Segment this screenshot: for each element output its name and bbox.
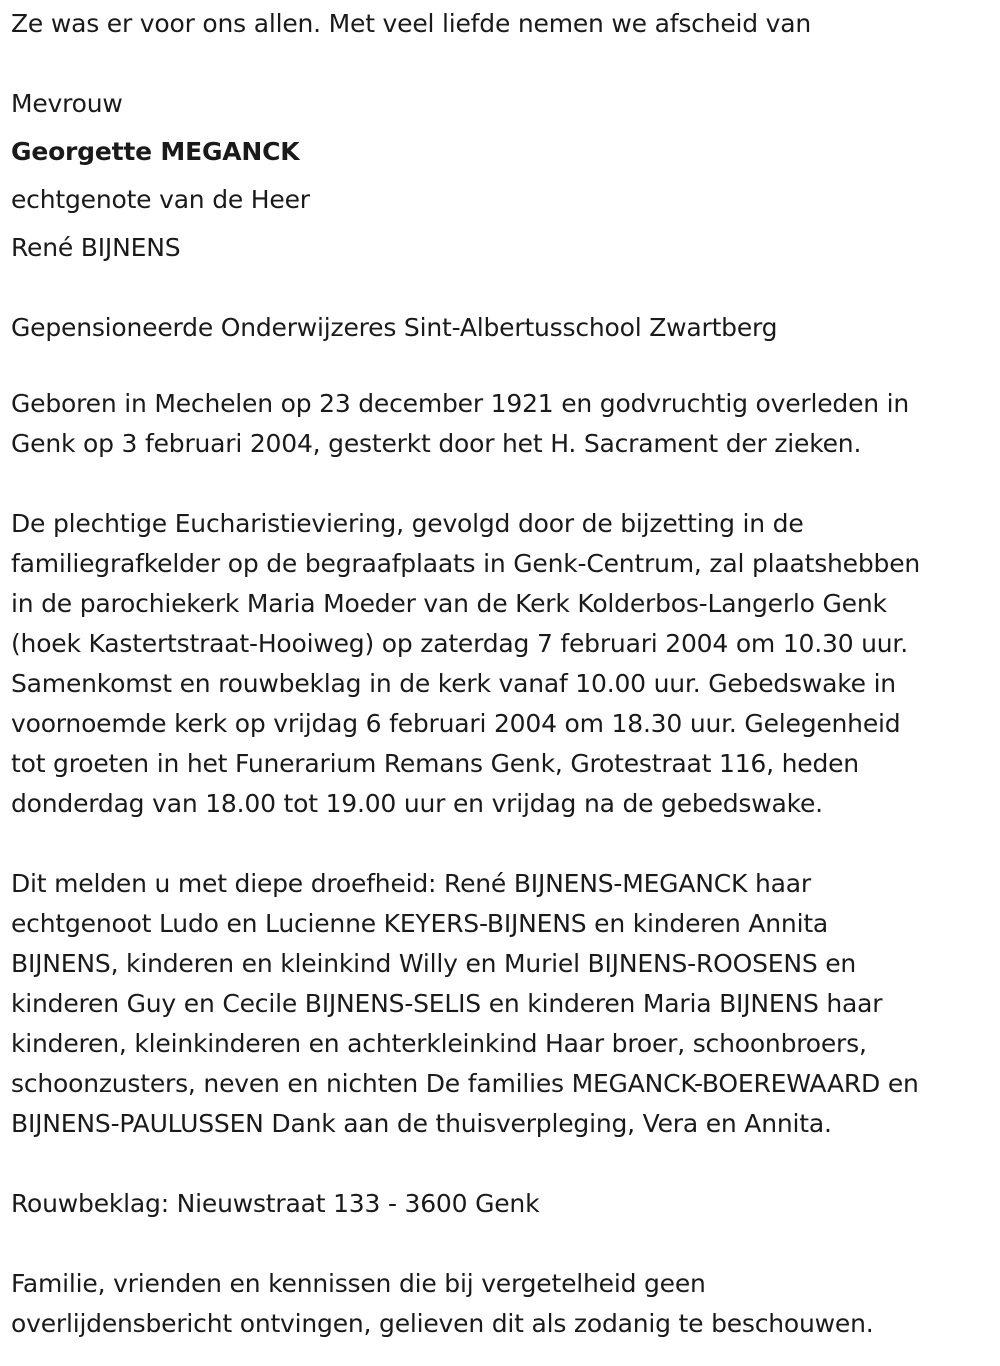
paragraph-line: schoonzusters, neven en nichten De families MEGANCK-BOEREWAARD en (11, 1069, 919, 1098)
spacer (11, 48, 996, 80)
paragraph-line: De plechtige Eucharistieviering, gevolgd door de bijzetting in de (11, 509, 804, 538)
paragraph-line: BIJNENS-PAULUSSEN Dank aan de thuisverpleging, Vera en Annita. (11, 1109, 832, 1138)
occupation-text: Gepensioneerde Onderwijzeres Sint-Albertusschool Zwartberg (11, 313, 778, 342)
ceremony-paragraph (11, 504, 996, 824)
obituary-document (11, 0, 996, 1344)
spacer (11, 352, 996, 384)
intro-text: Ze was er voor ons allen. Met veel liefde nemen we afscheid van (11, 9, 812, 38)
deceased-name: Georgette MEGANCK (11, 137, 300, 166)
spouse-line-1: echtgenote van de Heer (11, 185, 310, 214)
paragraph-line: (hoek Kastertstraat-Hooiweg) op zaterdag 7 februari 2004 om 10.30 uur. (11, 629, 908, 658)
closing-paragraph (11, 1264, 996, 1344)
spouse-line-2: René BIJNENS (11, 233, 181, 262)
paragraph-line: Familie, vrienden en kennissen die bij vergetelheid geen (11, 1269, 706, 1298)
title-text: Mevrouw (11, 89, 123, 118)
spacer (11, 464, 996, 504)
condolence-address: Rouwbeklag: Nieuwstraat 133 - 3600 Genk (11, 1189, 540, 1218)
paragraph-line: BIJNENS, kinderen en kleinkind Willy en Muriel BIJNENS-ROOSENS en (11, 949, 857, 978)
family-paragraph (11, 864, 996, 1144)
paragraph-line: in de parochiekerk Maria Moeder van de Kerk Kolderbos-Langerlo Genk (11, 589, 887, 618)
paragraph-line: Geboren in Mechelen op 23 december 1921 en godvruchtig overleden in (11, 389, 910, 418)
paragraph-line: echtgenoot Ludo en Lucienne KEYERS-BIJNENS en kinderen Annita (11, 909, 829, 938)
paragraph-line: Samenkomst en rouwbeklag in de kerk vanaf 10.00 uur. Gebedswake in (11, 669, 896, 698)
paragraph-line: voornoemde kerk op vrijdag 6 februari 2004 om 18.30 uur. Gelegenheid (11, 709, 901, 738)
spacer (11, 1144, 996, 1184)
spacer (11, 1224, 996, 1264)
paragraph-line: Dit melden u met diepe droefheid: René BIJNENS-MEGANCK haar (11, 869, 811, 898)
birth-death-paragraph (11, 384, 996, 464)
paragraph-line: familiegrafkelder op de begraafplaats in Genk-Centrum, zal plaatshebben (11, 549, 921, 578)
paragraph-line: overlijdensbericht ontvingen, gelieven dit als zodanig te beschouwen. (11, 1309, 874, 1338)
paragraph-line: Genk op 3 februari 2004, gesterkt door het H. Sacrament der zieken. (11, 429, 862, 458)
paragraph-line: kinderen, kleinkinderen en achterkleinkind Haar broer, schoonbroers, (11, 1029, 867, 1058)
paragraph-line: kinderen Guy en Cecile BIJNENS-SELIS en kinderen Maria BIJNENS haar (11, 989, 883, 1018)
spacer (11, 272, 996, 304)
paragraph-line: tot groeten in het Funerarium Remans Genk, Grotestraat 116, heden (11, 749, 859, 778)
paragraph-line: donderdag van 18.00 tot 19.00 uur en vrijdag na de gebedswake. (11, 789, 823, 818)
spacer (11, 824, 996, 864)
